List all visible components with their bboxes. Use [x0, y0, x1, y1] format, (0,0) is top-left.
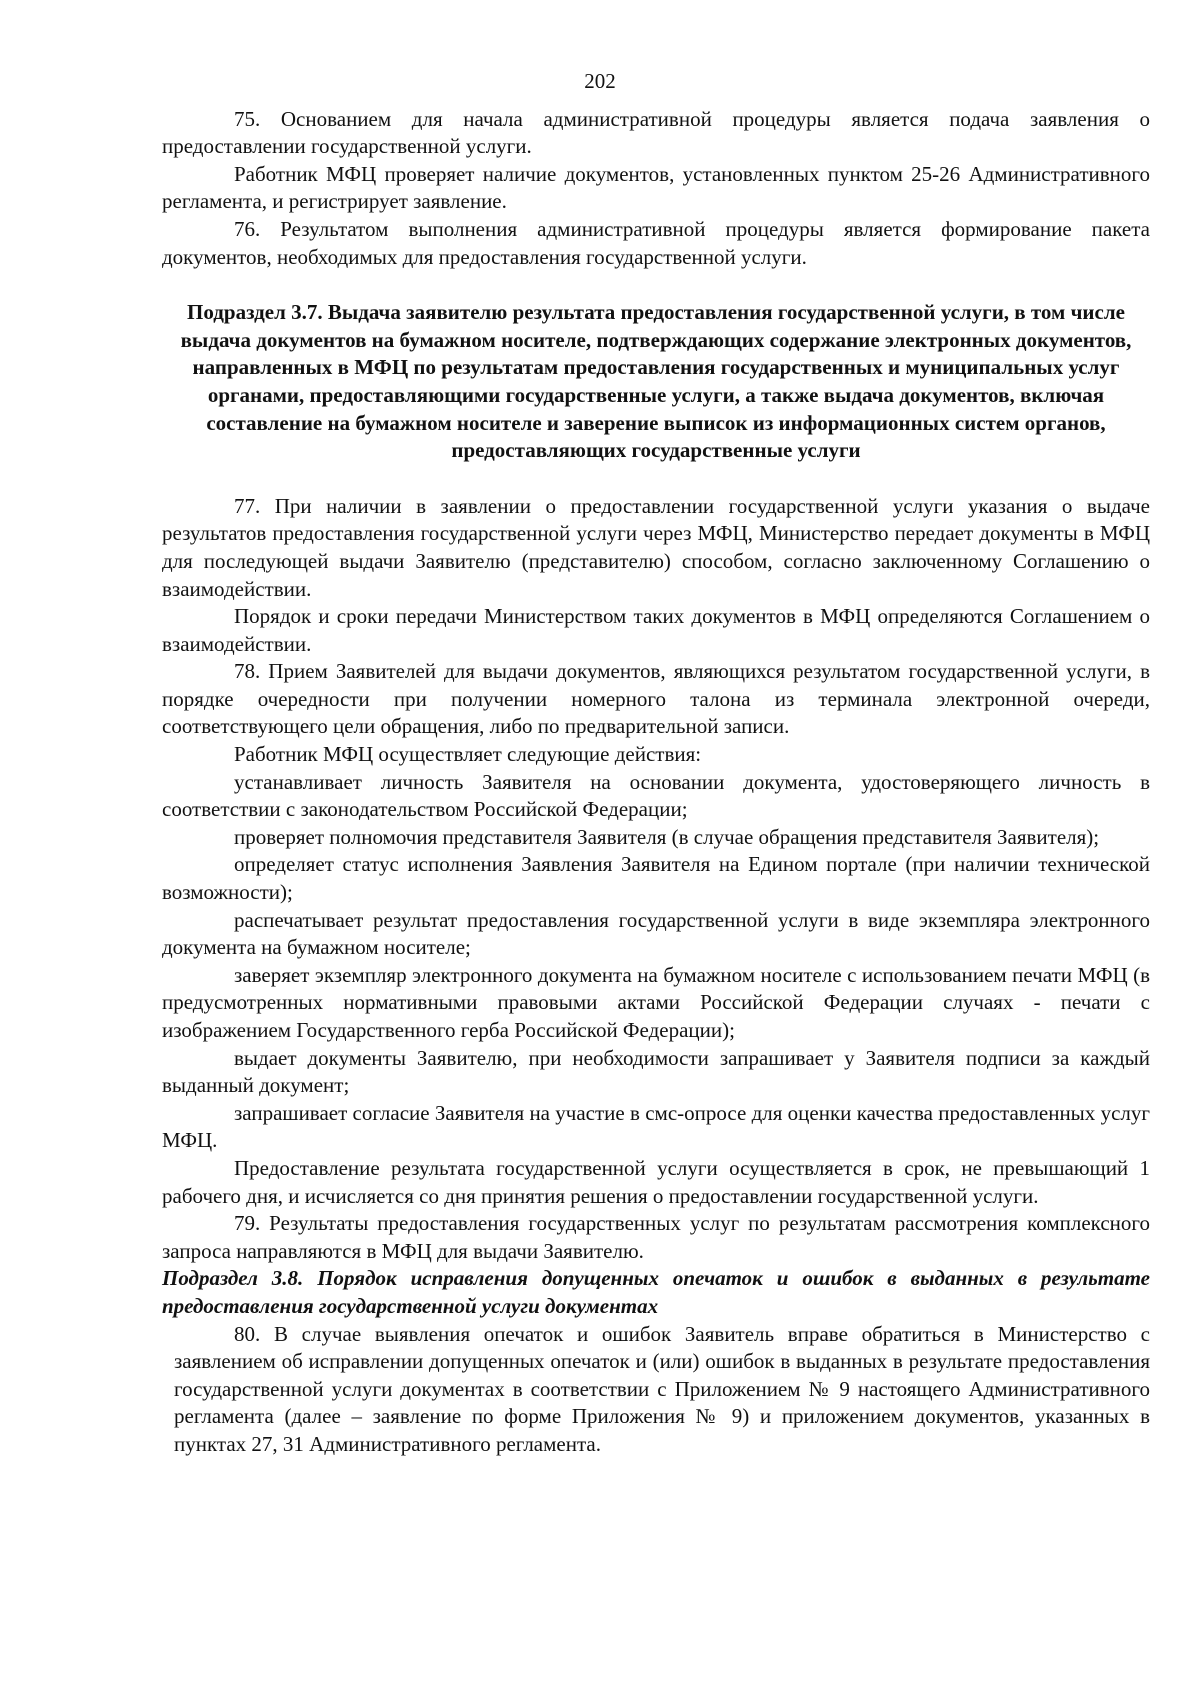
- action-status: определяет статус исполнения Заявления Заявителя на Едином портале (при наличии технической возможности);: [162, 852, 1150, 905]
- paragraph-77: 77. При наличии в заявлении о предоставлении государственной услуги указания о выдаче результатов предоставления государственной услуги через МФЦ, Министерство передает документы в МФЦ для последующей выдачи Заявителю (представителю) способом, согласно заключенному Соглашению о взаимодействии.: [162, 493, 1150, 601]
- paragraph-80: 80. В случае выявления опечаток и ошибок Заявитель вправе обратиться в Министерство с заявлением об исправлении допущенных опечаток и (или) ошибок в выданных в результате предоставления государственной услуги документах в соответствии с Приложением № 9 настоящего Административного регламента (далее – заявление по форме Приложения № 9) и приложением документов, указанных в пунктах 27, 31 Административного регламента.: [174, 1321, 1150, 1456]
- action-issue: выдает документы Заявителю, при необходимости запрашивает у Заявителя подписи за каждый выданный документ;: [162, 1045, 1150, 1098]
- page-number: 202: [584, 69, 616, 93]
- paragraph-78: 78. Прием Заявителей для выдачи документов, являющихся результатом государственной услуги, в порядке очередности при получении номерного талона из терминала электронной очереди, соответствующего цели обращения, либо по предварительной записи.: [162, 659, 1150, 739]
- paragraph-result-term: Предоставление результата государственной услуги осуществляется в срок, не превышающий 1 рабочего дня, и исчисляется со дня принятия решения о предоставлении государственной услуги.: [162, 1155, 1150, 1208]
- paragraph-75: 75. Основанием для начала административной процедуры является подача заявления о предоставлении государственной услуги.: [162, 106, 1150, 159]
- action-print: распечатывает результат предоставления государственной услуги в виде экземпляра электронного документа на бумажном носителе;: [162, 907, 1150, 960]
- subsection-3-8-heading: Подраздел 3.8. Порядок исправления допущенных опечаток и ошибок в выданных в результате предоставления государственной услуги документах: [162, 1266, 1150, 1318]
- action-authority: проверяет полномочия представителя Заявителя (в случае обращения представителя Заявителя);: [234, 824, 1100, 849]
- paragraph-79: 79. Результаты предоставления государственных услуг по результатам рассмотрения комплексного запроса направляются в МФЦ для выдачи Заявителю.: [162, 1211, 1150, 1263]
- paragraph-77-order: Порядок и сроки передачи Министерством таких документов в МФЦ определяются Соглашением о взаимодействии.: [162, 604, 1150, 656]
- action-certify: заверяет экземпляр электронного документа на бумажном носителе с использованием печати МФЦ (в предусмотренных нормативными правовыми актами Российской Федерации случаях - печати с изображением Государственного герба Российской Федерации);: [162, 962, 1150, 1042]
- action-identity: устанавливает личность Заявителя на основании документа, удостоверяющего личность в соответствии с законодательством Российской Федерации;: [162, 769, 1150, 822]
- paragraph-80-block: [174, 1321, 1150, 1459]
- paragraph-75-continued: Работник МФЦ проверяет наличие документов, установленных пунктом 25-26 Административного регламента, и регистрирует заявление.: [162, 161, 1150, 214]
- paragraph-78-actions-intro: Работник МФЦ осуществляет следующие действия:: [234, 742, 702, 767]
- action-survey: запрашивает согласие Заявителя на участие в смс-опросе для оценки качества предоставленных услуг МФЦ.: [162, 1100, 1150, 1153]
- subsection-3-7-heading: Подраздел 3.7. Выдача заявителю результата предоставления государственной услуги, в том числе выдача документов на бумажном носителе, подтверждающих содержание электронных документов, направленных в МФЦ по результатам предоставления государственных и муниципальных услуг органами, предоставляющими государственные услуги, а также выдача документов, включая составление на бумажном носителе и заверение выписок из информационных систем органов, предоставляющих государственные услуги: [180, 300, 1132, 463]
- paragraph-76: 76. Результатом выполнения административной процедуры является формирование пакета документов, необходимых для предоставления государственной услуги.: [162, 216, 1150, 269]
